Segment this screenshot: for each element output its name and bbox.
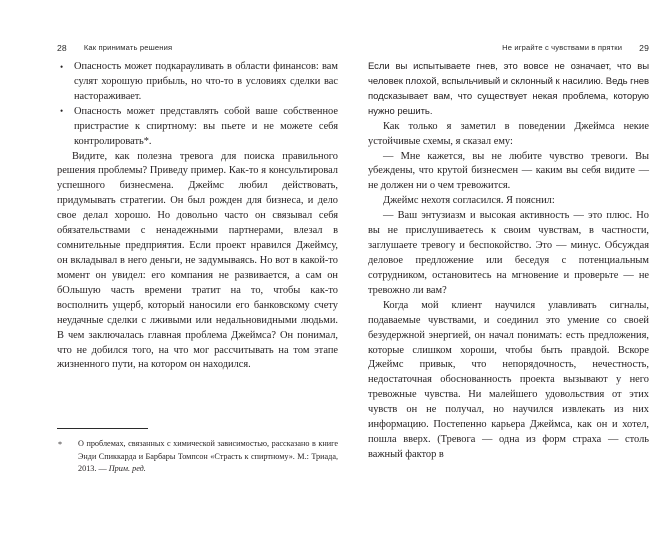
footnote-zone [57, 428, 338, 476]
folio-right: 29 [639, 42, 649, 53]
paragraph: — Мне кажется, вы не любите чувство тревоги. Вы убеждены, что крутой бизнесмен — каким вы себя видите — не должен ни о чем тревожится. [368, 150, 649, 192]
folio-left: 28 [57, 42, 67, 53]
footnote-text: О проблемах, связанных с химической зависимостью, рассказано в книге Энди Спиккарда и Барбары Томпсон «Страсть к спиртному». М.: Триада, 2013. — [78, 439, 338, 474]
right-page-column [368, 60, 649, 463]
list-item [57, 60, 338, 105]
list-item-text: Опасность может представлять собой ваше собственное пристрастие к спиртному: вы пьете и не можете себя контролировать*. [74, 105, 338, 147]
running-head-right-title: Не играйте с чувствами в прятки [502, 43, 623, 52]
footnote [57, 438, 338, 476]
running-head-left [57, 41, 338, 54]
running-head-right [368, 41, 649, 54]
running-head-left-title: Как принимать решения [83, 43, 173, 52]
list-item [57, 105, 338, 150]
paragraph: Джеймс нехотя согласился. Я пояснил: [383, 195, 555, 207]
paragraph: Как только я заметил в поведении Джеймса некие устойчивые схемы, я сказал ему: [368, 120, 649, 147]
paragraph: Когда мой клиент научился улавливать сигналы, подаваемые чувствами, и соединил это умение со своей безудержной энергией, он начал понимать: есть предложения, которые слишком хороши, чтобы быть правдой. Вскоре Джеймс привык, что непорядочность, нечестность, недостаточная обоснованность проекта вызывают у него тревожные чувства. Ни малейшего удовольствия от этих чувств он не получал, но научился извлекать из них информацию. Постепенно карьера Джеймса, как он и хотел, пошла вверх. (Тревога — одна из форм страха — столь важный фактор в [368, 299, 649, 460]
footnote-separator-rule [57, 428, 148, 429]
bullet-list-left [57, 60, 338, 150]
bullet-icon: • [60, 106, 64, 117]
bullet-icon: • [60, 61, 64, 72]
paragraph: Видите, как полезна тревога для поиска правильного решения проблемы? Приведу пример. Как-то я консультировал успешного бизнесмена. Джеймс любил действовать, придумывать стратегии. Он был рожден для бизнеса, и дело свое делал хорошо. Но довольно часто он связывал себя обязательствами с ненадежными партнерами, влезал в сомнительные предприятия. Если проект нравился Джеймсу, он вкладывал в него деньги, не задумываясь. Но вот в какой-то момент он увидел: его компания не развивается, а сам он бОльшую часть времени тратит на то, чтобы как-то восполнить ущерб, который наносили его банковскому счету неудачные сделки с лживыми или недальновидными людьми. В чем заключалась главная проблема Джеймса? Он понимал, что не добился того, на что мог рассчитывать на том этапе жизненного пути, на котором он находился. [57, 150, 338, 371]
footnote-attribution: Прим. ред. [108, 464, 146, 474]
left-page-column [57, 60, 338, 373]
paragraph: Если вы испытываете гнев, это вовсе не означает, что вы человек плохой, вспыльчивый и склонный к насилию. Ведь гнев подсказывает вам, что существует некая проблема, которую нужно решить. [368, 61, 649, 117]
paragraph: — Ваш энтузиазм и высокая активность — это плюс. Но вы не прислушиваетесь к своим чувствам, в частности, заглушаете тревогу и беспокойство. Это — минус. Обсуждая деловое предложение или беседуя с потенциальным сотрудником, остановитесь на мгновение и проверьте — не тревожно ли вам? [368, 210, 649, 296]
footnote-marker: * [58, 440, 63, 449]
list-item-text: Опасность может подкарауливать в области финансов: вам сулят хорошую прибыль, но что-то в условиях сделки вас настораживает. [74, 61, 338, 102]
